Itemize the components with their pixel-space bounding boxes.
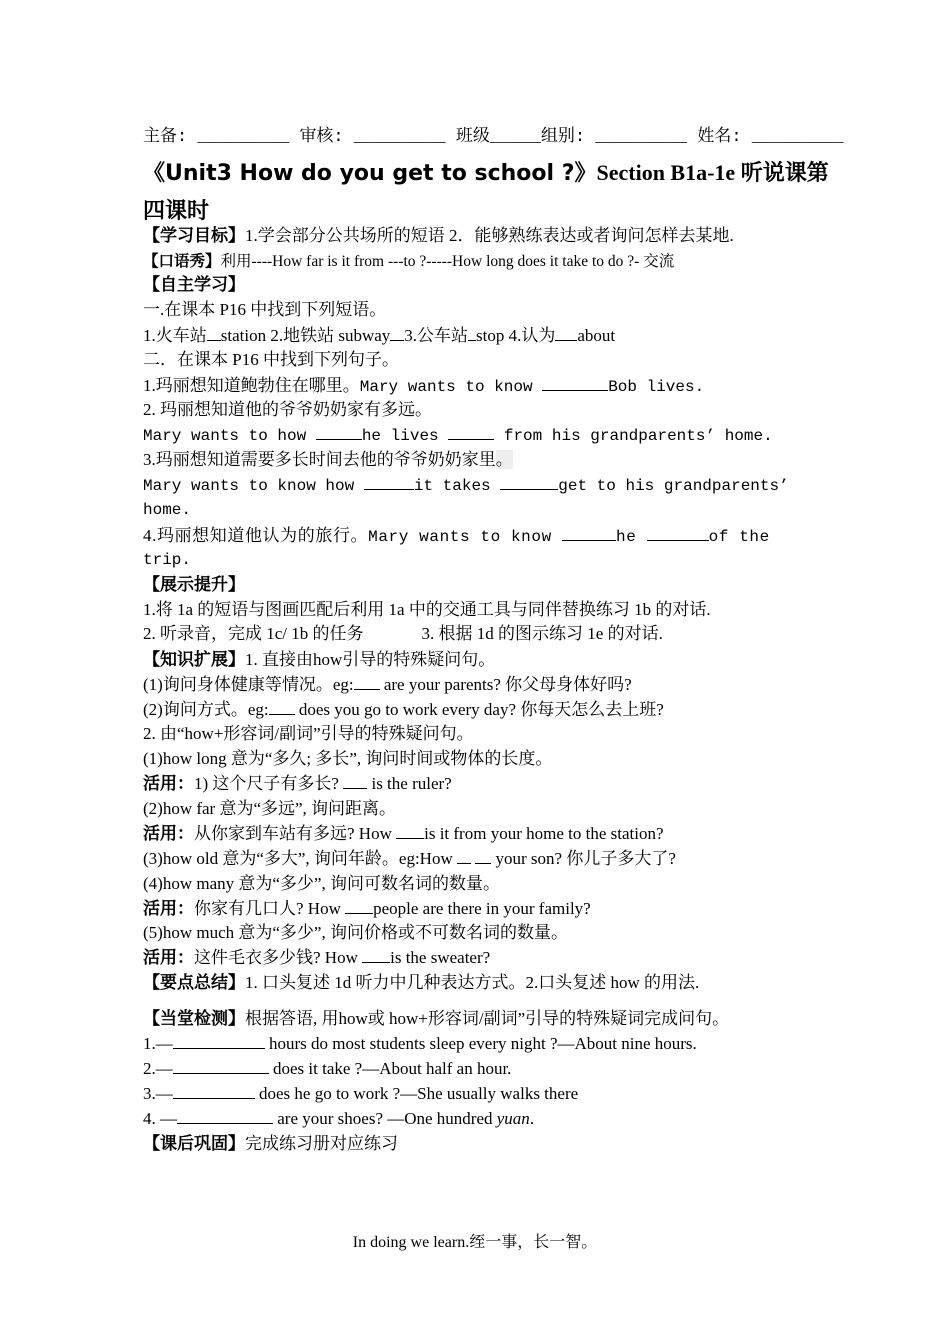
knowledge-intro	[143, 648, 495, 672]
sentence-cn: 1.玛丽想知道鲍勃住在哪里。	[143, 376, 360, 395]
knowledge-text: is the ruler?	[367, 774, 452, 793]
answer-blank[interactable]	[354, 675, 380, 690]
question-text: are your shoes? —One hundred	[273, 1109, 497, 1128]
answer-blank[interactable]	[173, 1084, 255, 1099]
phrase-text: 1.火车站	[143, 326, 207, 345]
answer-blank[interactable]	[269, 700, 295, 715]
knowledge-text: is the sweater?	[390, 948, 491, 967]
answer-blank[interactable]	[343, 774, 367, 789]
page-title-line2: 四课时	[143, 198, 210, 223]
header-blank-name[interactable]: _________	[751, 128, 844, 147]
question-text: does it take ?—About half an hour.	[268, 1059, 512, 1078]
knowledge-line	[143, 673, 632, 697]
knowledge-line: (5)how much 意为“多少”, 询问价格或不可数名词的数量。	[143, 923, 568, 942]
homework	[143, 1132, 398, 1156]
question-number: 4. —	[143, 1109, 177, 1128]
objectives	[143, 224, 734, 248]
sentence-3-cn	[143, 448, 513, 472]
sentence-en: Bob lives.	[608, 378, 705, 396]
knowledge-intro-text: 1. 直接由how引导的特殊疑问句。	[245, 650, 496, 669]
oral-text: 利用----How far is it from ---to ?-----How long does it take to do ?- 交流	[220, 253, 675, 270]
header-label-class: 班级	[455, 128, 490, 147]
self-study-tag: 【自主学习】	[143, 275, 245, 294]
knowledge-text: your son? 你儿子多大了?	[491, 849, 676, 868]
show-line-1: 1.将 1a 的短语与图画匹配后利用 1a 中的交通工具与同伴替换练习 1b 的对话.	[143, 600, 711, 619]
knowledge-line: (4)how many 意为“多少”, 询问可数名词的数量。	[143, 874, 500, 893]
answer-blank[interactable]	[457, 849, 471, 864]
question-number: 1.—	[143, 1034, 173, 1053]
header-label-reviewer: 审核:	[299, 128, 344, 147]
sentence-en: he	[616, 528, 647, 546]
sentence-en: get to his grandparents’	[558, 477, 789, 495]
answer-blank[interactable]	[562, 526, 616, 541]
answer-blank[interactable]	[396, 824, 424, 839]
sentence-cn-end: 。	[495, 450, 513, 469]
header-blank-reviewer[interactable]: _________	[353, 128, 446, 147]
knowledge-tag: 【知识扩展】	[143, 650, 245, 669]
sentence-en: he lives	[361, 427, 449, 445]
knowledge-line	[143, 897, 591, 921]
sentence-2-en	[143, 424, 773, 448]
sentence-en: Mary wants to how	[143, 427, 316, 445]
answer-blank[interactable]	[177, 1109, 273, 1124]
question-number: 3.—	[143, 1084, 173, 1103]
answer-blank[interactable]	[364, 475, 414, 490]
answer-blank[interactable]	[448, 425, 494, 440]
objectives-tag: 【学习目标】	[143, 226, 245, 245]
knowledge-text: 这件毛衣多少钱? How	[194, 948, 363, 967]
phrases-line	[143, 324, 615, 348]
knowledge-text: 从你家到车站有多远? How	[194, 824, 397, 843]
question-text: hours do most students sleep every night ?—About nine hours.	[264, 1034, 697, 1053]
sentence-4-cont: trip.	[143, 551, 192, 569]
show-task-2: 2. 听录音，完成 1c/ 1b 的任务	[143, 624, 364, 643]
header-blank-preparer[interactable]: _________	[197, 128, 290, 147]
check-question-2	[143, 1057, 511, 1081]
sentence-en: Mary wants to know	[368, 528, 562, 546]
sentence-cn: 3.玛丽想知道需要多长时间去他的爷爷奶奶家里	[143, 450, 496, 469]
knowledge-text: (3)how old 意为“多大”, 询问年龄。eg:How	[143, 849, 457, 868]
answer-blank[interactable]	[500, 475, 558, 490]
objectives-text: 1.学会部分公共场所的短语 2．能够熟练表达或者询问怎样去某地.	[245, 226, 734, 245]
sentence-en: from his grandparents’ home.	[494, 427, 773, 445]
title-unit: 《Unit3 How do you get to school ?》	[143, 161, 597, 186]
answer-blank[interactable]	[542, 376, 608, 391]
question-number: 2.—	[143, 1059, 173, 1078]
homework-text: 完成练习册对应练习	[245, 1134, 398, 1153]
practice-label: 活用：	[143, 774, 194, 793]
check-intro	[143, 1007, 729, 1031]
header-label-preparer: 主备:	[143, 128, 188, 147]
check-question-4	[143, 1107, 534, 1131]
answer-blank[interactable]	[207, 326, 221, 341]
header-label-group: 组别:	[540, 128, 586, 147]
sentence-4	[143, 524, 770, 549]
sentence-en: Mary wants to know how	[143, 477, 364, 495]
answer-blank[interactable]	[316, 425, 362, 440]
knowledge-text: people are there in your family?	[373, 899, 591, 918]
sentence-en: it takes	[413, 477, 501, 495]
oral-practice	[143, 250, 674, 274]
answer-blank[interactable]	[345, 899, 373, 914]
knowledge-line: (1)how long 意为“多久; 多长”, 询问时间或物体的长度。	[143, 749, 553, 768]
answer-blank[interactable]	[173, 1059, 269, 1074]
sentence-2-cn: 2. 玛丽想知道他的爷爷奶奶家有多远。	[143, 400, 432, 419]
knowledge-text: 你家有几口人? How	[194, 899, 346, 918]
answer-blank[interactable]	[647, 526, 709, 541]
knowledge-line	[143, 946, 490, 970]
phrase-text: about	[577, 326, 616, 345]
answer-blank[interactable]	[390, 326, 404, 341]
knowledge-line	[143, 698, 664, 722]
sentence-en: of the	[708, 528, 770, 546]
title-section: Section B1a-1e 听说课第	[596, 160, 829, 185]
answer-blank[interactable]	[173, 1034, 265, 1049]
page-title	[143, 158, 829, 189]
summary	[143, 971, 699, 995]
sentence-en: Mary wants to know	[359, 378, 543, 396]
practice-label: 活用：	[143, 948, 194, 967]
page-footer: In doing we learn.绖一事，长一智。	[352, 1234, 598, 1251]
summary-tag: 【要点总结】	[143, 973, 245, 992]
show-task-3: 3. 根据 1d 的图示练习 1e 的对话.	[421, 624, 663, 643]
knowledge-text: is it from your home to the station?	[424, 824, 664, 843]
knowledge-text: does you go to work every day? 你每天怎么去上班?	[294, 700, 664, 719]
knowledge-text: are your parents? 你父母身体好吗?	[379, 675, 632, 694]
sentence-cn: 4.玛丽想知道他认为的旅行。	[143, 526, 369, 545]
check-question-3	[143, 1082, 578, 1106]
oral-tag: 【口语秀】	[143, 253, 221, 270]
question-text: does he go to work ?—She usually walks there	[254, 1084, 579, 1103]
header-blank-group[interactable]: _________	[595, 128, 688, 147]
sentence-3-en	[143, 474, 789, 498]
knowledge-text: 1) 这个尺子有多长?	[194, 774, 344, 793]
sentence-1	[143, 374, 704, 399]
summary-text: 1. 口头复述 1d 听力中几种表达方式。2.口头复述 how 的用法.	[245, 973, 700, 992]
answer-blank[interactable]	[362, 948, 390, 963]
knowledge-text: (1)询问身体健康等情况。eg:	[143, 675, 354, 694]
self-study-part1-title: 一.在课本 P16 中找到下列短语。	[143, 300, 387, 319]
knowledge-line	[143, 847, 676, 871]
show-tag: 【展示提升】	[143, 575, 245, 594]
phrase-text: station 2.地铁站 subway	[220, 326, 391, 345]
answer-blank[interactable]	[555, 326, 577, 341]
practice-label: 活用：	[143, 824, 194, 843]
knowledge-line	[143, 772, 452, 796]
header-label-name: 姓名:	[697, 128, 742, 147]
knowledge-line	[143, 822, 664, 846]
knowledge-text: (2)询问方式。eg:	[143, 700, 269, 719]
header-blank-class[interactable]: _____	[489, 128, 541, 147]
answer-blank[interactable]	[475, 849, 491, 864]
knowledge-line: 2. 由“how+形容词/副词”引导的特殊疑问句。	[143, 724, 474, 743]
self-study-part2-title: 二．在课本 P16 中找到下列句子。	[143, 350, 399, 369]
sentence-3-en-cont: home.	[143, 501, 192, 519]
answer-blank[interactable]	[468, 326, 476, 341]
show-line-2	[143, 622, 663, 646]
phrase-text: stop 4.认为	[476, 326, 556, 345]
check-question-1	[143, 1032, 697, 1056]
practice-label: 活用：	[143, 899, 194, 918]
knowledge-line: (2)how far 意为“多远”, 询问距离。	[143, 799, 397, 818]
header-fields	[143, 126, 844, 150]
check-intro-text: 根据答语, 用how或 how+形容词/副词”引导的特殊疑词完成问句。	[245, 1009, 730, 1028]
question-text: .	[529, 1109, 535, 1128]
homework-tag: 【课后巩固】	[143, 1134, 245, 1153]
phrase-text: 3.公车站	[404, 326, 469, 345]
check-tag: 【当堂检测】	[143, 1009, 245, 1028]
question-text-italic: yuan	[496, 1109, 530, 1128]
